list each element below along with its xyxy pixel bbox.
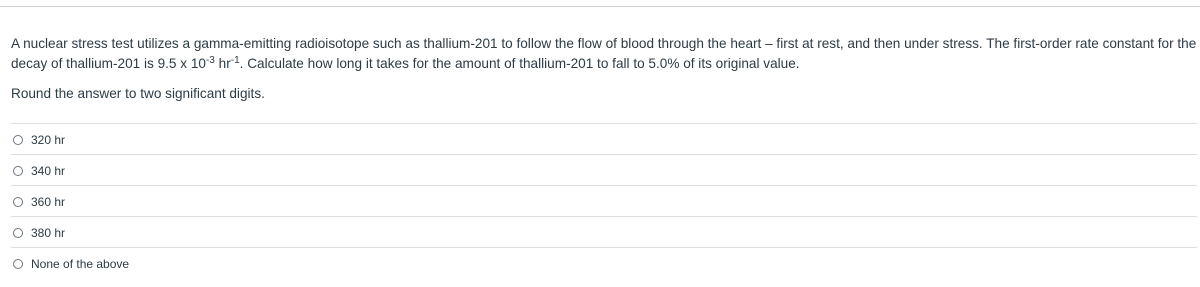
question-part-1: A nuclear stress test utilizes a gamma-emitting radioisotope such as thallium-201 to follow the flow of blood through the heart – first at rest, and then under stress. The first-order rate constant for the decay of thallium-201 is 9.5 x 10	[11, 36, 1197, 71]
question-part-3: . Calculate how long it takes for the amount of thallium-201 to fall to 5.0% of its original value.	[239, 56, 800, 71]
answer-label: 380 hr	[31, 226, 66, 240]
answer-option-3[interactable]	[11, 185, 1197, 216]
question-part-2: hr	[214, 56, 231, 71]
radio-button-icon[interactable]	[13, 197, 23, 207]
radio-button-icon[interactable]	[13, 135, 23, 145]
exponent-unit: -1	[230, 55, 240, 66]
answer-option-5[interactable]	[11, 247, 1197, 278]
answer-label: 340 hr	[31, 164, 66, 178]
radio-button-icon[interactable]	[13, 166, 23, 176]
answer-option-1[interactable]	[11, 123, 1197, 154]
radio-button-icon[interactable]	[13, 259, 23, 269]
radio-button-icon[interactable]	[13, 228, 23, 238]
question-text	[11, 34, 1197, 74]
answer-list	[11, 123, 1197, 278]
exponent-rate-constant: -3	[205, 55, 215, 66]
question-stem	[11, 34, 1197, 74]
answer-label: 360 hr	[31, 195, 66, 209]
answer-label: 320 hr	[31, 133, 66, 147]
answer-option-2[interactable]	[11, 154, 1197, 185]
rounding-instruction: Round the answer to two significant digits.	[11, 86, 265, 101]
top-divider	[0, 6, 1200, 7]
answer-label: None of the above	[31, 257, 130, 271]
answer-option-4[interactable]	[11, 216, 1197, 247]
